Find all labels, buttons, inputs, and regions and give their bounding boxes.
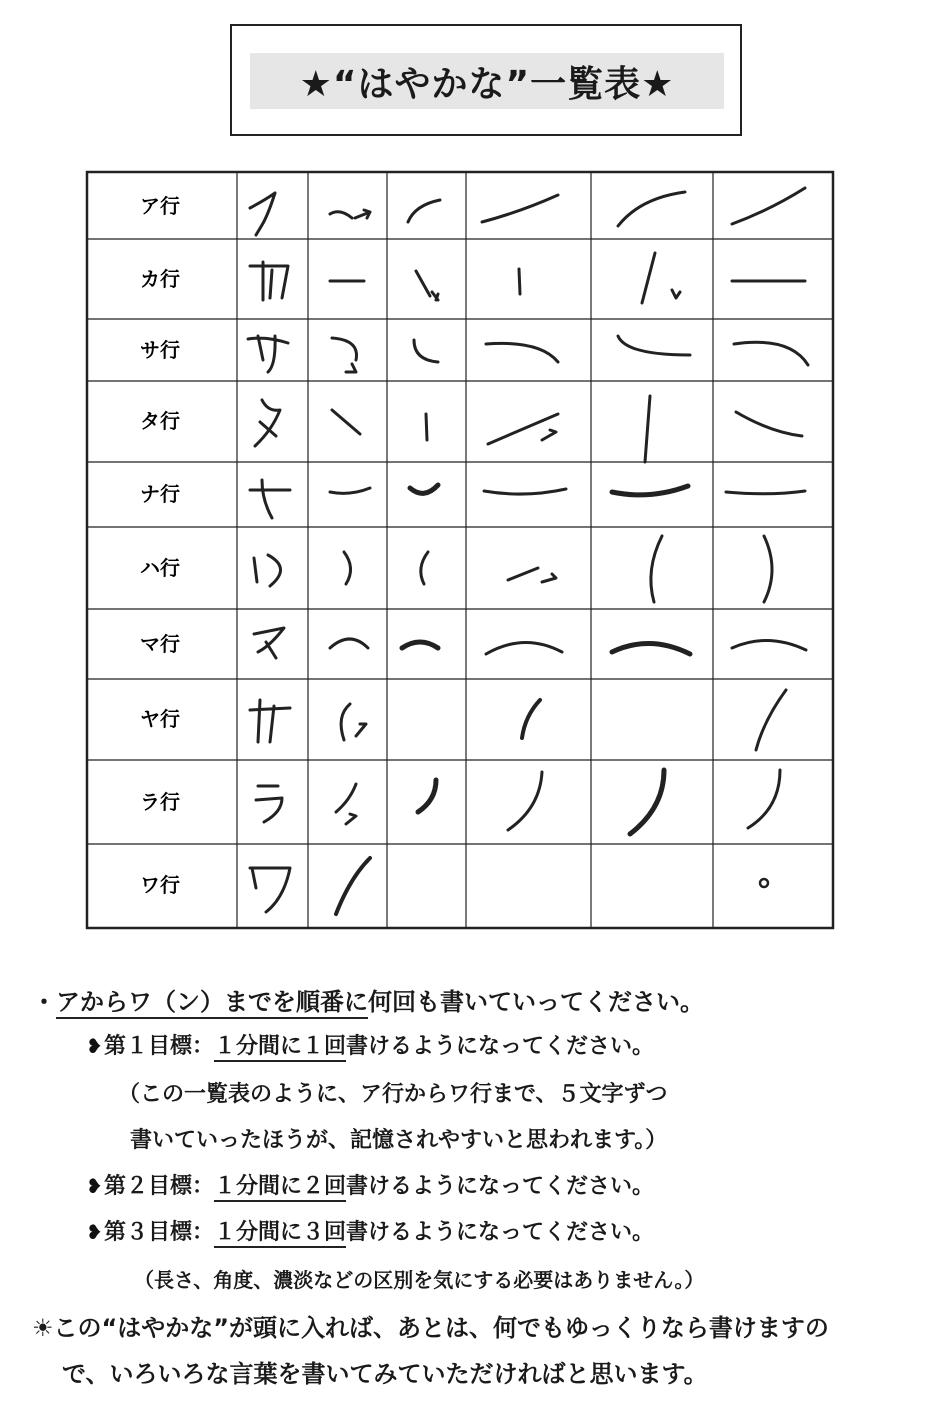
stroke-ha-2 (421, 552, 428, 584)
table-gridlines (87, 172, 833, 928)
goal-marker-icon: ❥ (86, 1174, 103, 1198)
stroke-na-4 (612, 486, 688, 495)
row-label-ka: カ行 (140, 267, 180, 291)
goal-3-underlined: １分間に３回 (214, 1220, 346, 1248)
stroke-ra-3 (508, 772, 542, 830)
stroke-ta-2 (426, 414, 427, 440)
stroke-ya-5 (756, 690, 786, 750)
instruction-underlined: アからワ（ン）までを順番に (56, 988, 368, 1019)
instruction-rest: 何回も書いていってください。 (368, 988, 704, 1016)
row-label-ha: ハ行 (140, 556, 180, 580)
goal-1-label: 第１目標： (104, 1034, 215, 1059)
stroke-ma-5 (732, 640, 806, 650)
goal-marker-icon: ❥ (86, 1220, 103, 1244)
stroke-wa-origin (250, 868, 290, 912)
stroke-sa-5 (734, 342, 808, 365)
goal-2-label: 第２目標： (104, 1174, 215, 1199)
stroke-na-3 (484, 489, 566, 494)
stroke-sa-2 (414, 340, 438, 362)
row-label-ma: マ行 (140, 632, 180, 656)
stroke-sa-4 (618, 336, 690, 355)
goal-2-underlined: １分間に２回 (214, 1174, 346, 1202)
stroke-ra-1 (336, 784, 356, 824)
sun-icon: ☀ (32, 1314, 54, 1342)
row-label-ya: ヤ行 (140, 707, 180, 731)
stroke-ta-4 (645, 396, 650, 462)
row-label-a: ア行 (140, 194, 180, 218)
stroke-a-5 (732, 188, 805, 224)
stroke-a-origin (250, 193, 275, 235)
table-border (87, 172, 833, 928)
stroke-ha-4 (651, 536, 662, 602)
goal-3-label: 第３目標： (104, 1220, 215, 1245)
stroke-ha-1 (344, 552, 351, 584)
stroke-ra-4 (630, 770, 664, 834)
goal-1-rest: 書けるようになってください。 (346, 1034, 655, 1059)
note-1a: （この一覧表のように、ア行からワ行まで、５文字ずつ (118, 1082, 668, 1107)
row-labels (140, 194, 180, 897)
stroke-ta-3 (488, 414, 558, 444)
row-label-sa: サ行 (140, 338, 180, 362)
page-title: ★“はやかな”一覧表★ (299, 63, 675, 105)
goal-3 (86, 1215, 654, 1246)
stroke-ha-3 (508, 568, 556, 582)
stroke-ka-origin (250, 262, 288, 300)
stroke-ya-origin (250, 700, 290, 742)
stroke-ka-3 (519, 269, 520, 294)
goal-2-rest: 書けるようになってください。 (346, 1174, 655, 1199)
row-label-ra: ラ行 (140, 790, 180, 814)
final-text-1: この“はやかな”が頭に入れば、あとは、何でもゆっくりなら書けますの (53, 1314, 829, 1342)
stroke-sa-1 (332, 338, 357, 372)
handwritten-strokes (248, 188, 808, 914)
stroke-ma-4 (612, 643, 690, 654)
stroke-ka-2 (416, 271, 438, 300)
stroke-wa-1 (336, 858, 370, 914)
stroke-na-2 (410, 485, 438, 493)
stroke-ha-5 (764, 536, 772, 602)
final-line-1 (32, 1308, 829, 1343)
stroke-ma-2 (402, 642, 438, 648)
stroke-sa-origin (248, 336, 288, 372)
stroke-a-2 (408, 200, 440, 222)
stroke-ma-1 (330, 639, 368, 648)
final-line-2: で、いろいろな言葉を書いてみていただければと思います。 (62, 1360, 708, 1388)
stroke-ka-4 (642, 253, 680, 303)
stroke-ra-2 (418, 780, 436, 812)
goal-marker-icon: ❥ (86, 1034, 103, 1058)
stroke-ta-1 (332, 410, 360, 434)
stroke-a-1 (330, 210, 370, 218)
row-label-na: ナ行 (140, 482, 180, 506)
stroke-ta-origin (255, 400, 280, 446)
stroke-na-origin (250, 480, 290, 518)
stroke-sa-3 (486, 343, 558, 362)
row-label-wa: ワ行 (140, 873, 180, 897)
stroke-na-5 (726, 491, 805, 494)
goal-2 (86, 1169, 654, 1200)
stroke-ma-3 (486, 642, 562, 654)
stroke-ya-1 (341, 704, 366, 740)
note-1b: 書いていったほうが、記憶されやすいと思われます。） (130, 1128, 668, 1153)
bullet: ・ (32, 988, 56, 1016)
stroke-a-3 (482, 195, 558, 222)
note-3: （長さ、角度、濃淡などの区別を気にする必要はありません。） (134, 1268, 705, 1292)
stroke-n (760, 879, 768, 887)
stroke-ra-5 (748, 770, 780, 828)
stroke-ya-3 (522, 700, 540, 738)
row-label-ta: タ行 (140, 409, 180, 433)
goal-1 (86, 1029, 654, 1060)
stroke-ta-5 (736, 412, 802, 436)
goal-1-underlined: １分間に１回 (214, 1034, 346, 1062)
stroke-na-1 (330, 488, 370, 493)
stroke-a-4 (618, 192, 685, 226)
stroke-ma-origin (254, 628, 284, 658)
stroke-ra-origin (256, 786, 282, 822)
instruction-line (32, 982, 704, 1017)
goal-3-rest: 書けるようになってください。 (346, 1220, 655, 1245)
stroke-ha-origin (254, 555, 281, 586)
